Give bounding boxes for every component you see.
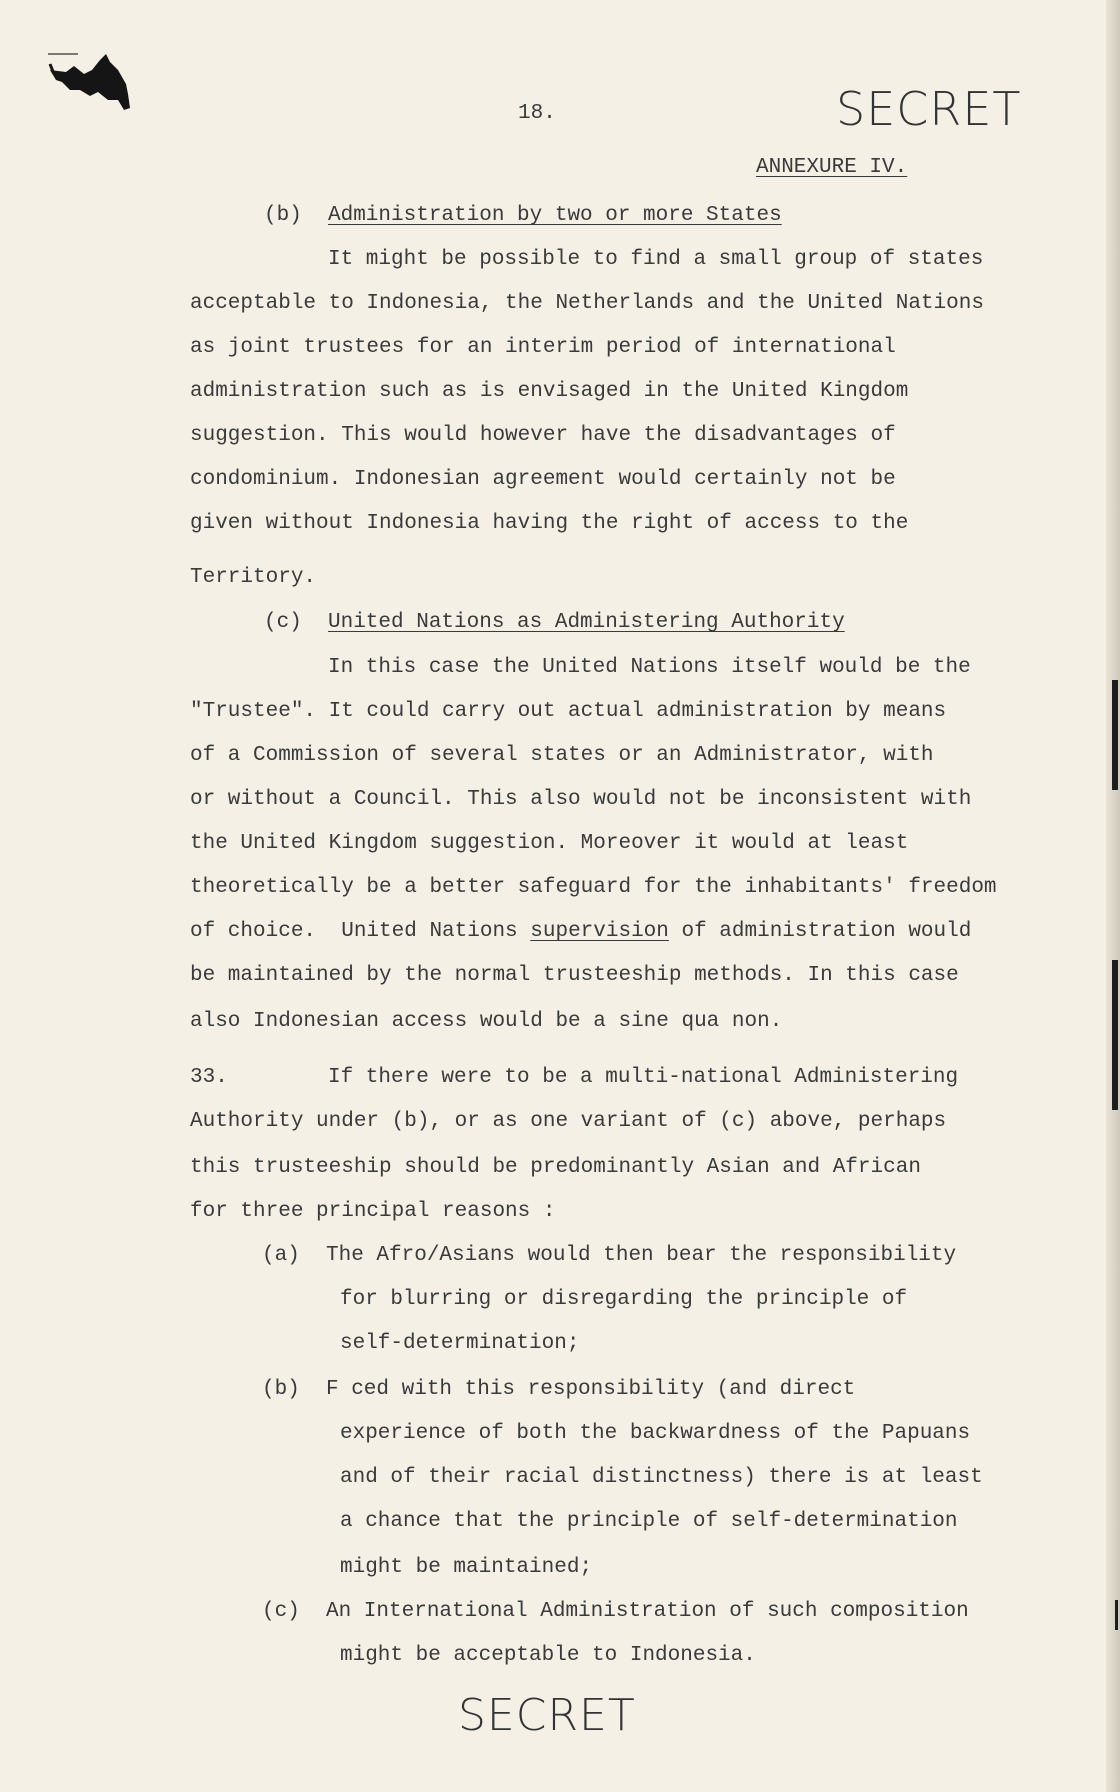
section-b-line: acceptable to Indonesia, the Netherlands and the United Nations xyxy=(190,292,984,315)
reason-a-line: for blurring or disregarding the principle of xyxy=(340,1288,908,1311)
edge-mark xyxy=(1115,1600,1118,1630)
section-b-line: Territory. xyxy=(190,566,317,589)
reason-b-line: a chance that the principle of self-determination xyxy=(340,1510,958,1533)
section-c-heading: United Nations as Administering Authority xyxy=(328,611,845,634)
section-c-line: "Trustee". It could carry out actual administration by means xyxy=(190,700,947,723)
section-b-line: condominium. Indonesian agreement would certainly not be xyxy=(190,468,896,491)
reason-b-line: might be maintained; xyxy=(340,1556,593,1579)
section-b-heading: Administration by two or more States xyxy=(328,204,782,227)
section-b-line: as joint trustees for an interim period of international xyxy=(190,336,896,359)
reason-a-line: self-determination; xyxy=(340,1332,580,1355)
section-c-marker: (c) xyxy=(264,611,302,634)
section-c-text: of administration would xyxy=(668,920,972,943)
section-b-line: It might be possible to find a small group of states xyxy=(328,248,984,271)
page-right-edge xyxy=(1106,0,1120,1792)
reason-a-marker: (a) xyxy=(262,1244,300,1267)
paragraph-33-line: this trusteeship should be predominantly Asian and African xyxy=(190,1156,921,1179)
reason-c-line: might be acceptable to Indonesia. xyxy=(340,1644,756,1667)
reason-b-line: F ced with this responsibility (and direct xyxy=(326,1378,856,1401)
reason-b-marker: (b) xyxy=(262,1378,300,1401)
reason-c-line: An International Administration of such composition xyxy=(326,1600,969,1623)
paragraph-33-line: for three principal reasons : xyxy=(190,1200,556,1223)
secret-stamp-top: SECRET xyxy=(836,82,1022,136)
reason-b-line: and of their racial distinctness) there is at least xyxy=(340,1466,983,1489)
page-number: 18. xyxy=(518,102,556,125)
punch-hole-mark xyxy=(48,50,138,130)
section-b-line: administration such as is envisaged in the United Kingdom xyxy=(190,380,909,403)
paragraph-number: 33. xyxy=(190,1066,228,1089)
paragraph-33-line: Authority under (b), or as one variant of (c) above, perhaps xyxy=(190,1110,947,1133)
section-c-line: or without a Council. This also would not be inconsistent with xyxy=(190,788,972,811)
supervision-underlined-word: supervision xyxy=(530,920,669,943)
section-c-line-supervision xyxy=(190,920,971,944)
section-c-line: In this case the United Nations itself would be the xyxy=(328,656,971,679)
paragraph-33-line: If there were to be a multi-national Administering xyxy=(328,1066,959,1089)
section-c-text: of choice. United Nations xyxy=(190,920,531,943)
section-b-line: given without Indonesia having the right of access to the xyxy=(190,512,909,535)
section-c-line: of a Commission of several states or an Administrator, with xyxy=(190,744,934,767)
edge-mark xyxy=(1112,960,1118,1110)
section-c-line: theoretically be a better safeguard for the inhabitants' freedom xyxy=(190,876,997,899)
reason-a-line: The Afro/Asians would then bear the responsibility xyxy=(326,1244,957,1267)
section-b-marker: (b) xyxy=(264,204,302,227)
secret-stamp-bottom: SECRET xyxy=(458,1690,636,1741)
reason-c-marker: (c) xyxy=(262,1600,300,1623)
section-c-line: the United Kingdom suggestion. Moreover it would at least xyxy=(190,832,909,855)
edge-mark xyxy=(1112,680,1118,790)
reason-b-line: experience of both the backwardness of the Papuans xyxy=(340,1422,971,1445)
annexure-label: ANNEXURE IV. xyxy=(756,156,908,179)
section-c-line: also Indonesian access would be a sine qua non. xyxy=(190,1010,783,1033)
section-c-line: be maintained by the normal trusteeship methods. In this case xyxy=(190,964,959,987)
section-b-line: suggestion. This would however have the disadvantages of xyxy=(190,424,896,447)
